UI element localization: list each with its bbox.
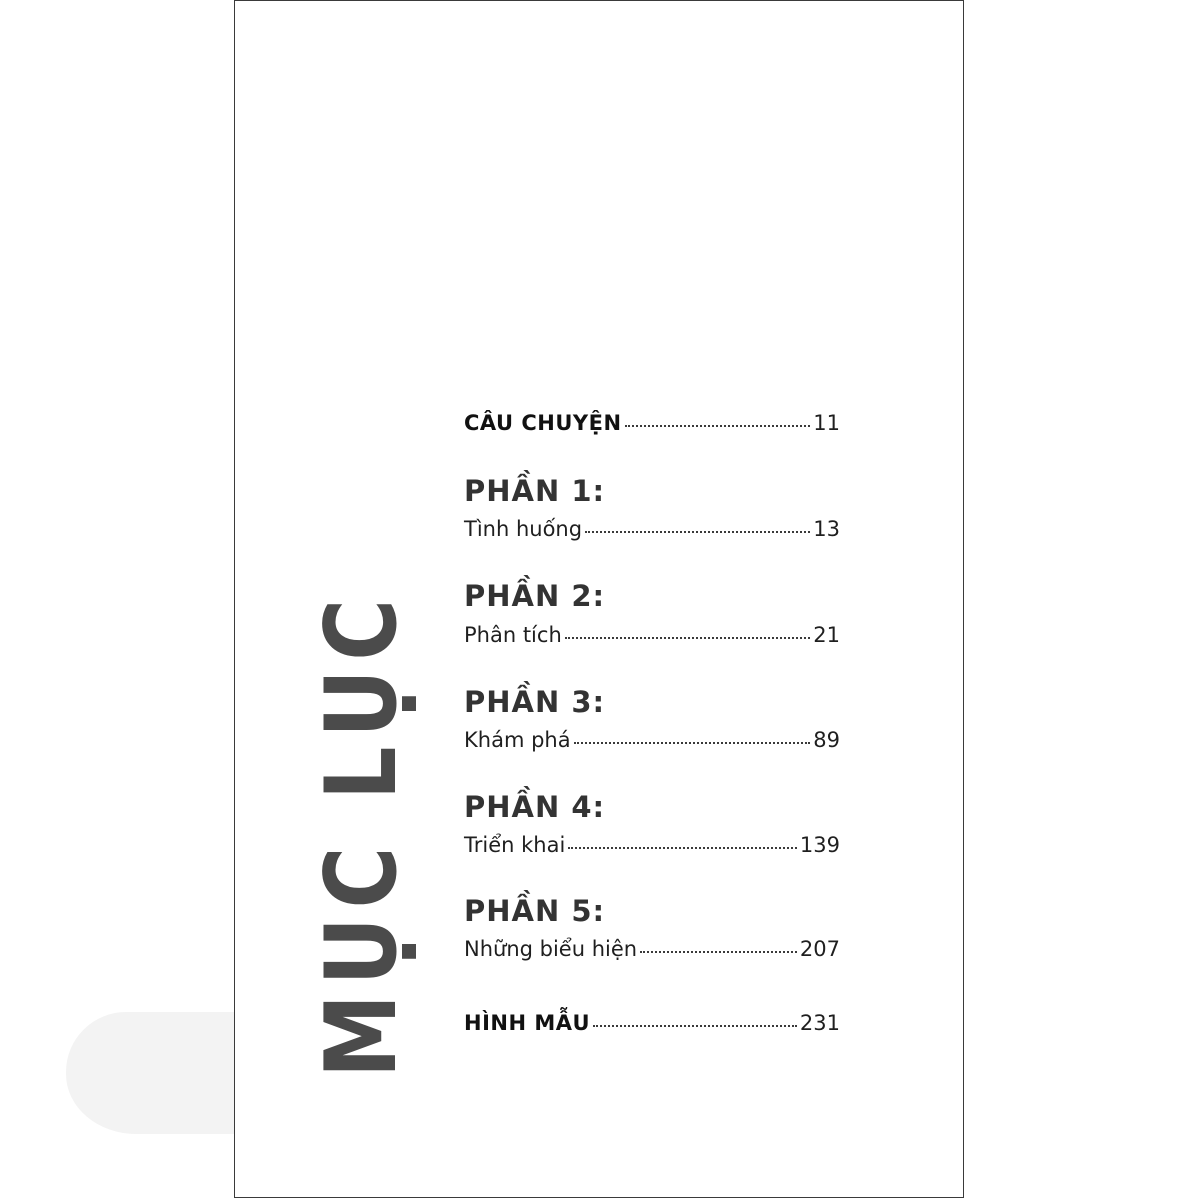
toc-entry-label: Triển khai [464, 833, 566, 857]
toc-page-number: 231 [799, 1011, 840, 1035]
dot-leader [574, 742, 811, 744]
dot-leader [565, 637, 811, 639]
dot-leader [625, 425, 811, 427]
toc-entry-label: Khám phá [464, 728, 571, 752]
toc-entry-label: Những biểu hiện [464, 937, 638, 961]
toc-entry-part-2 [464, 623, 840, 647]
toc-page-number: 21 [813, 623, 840, 647]
toc-entry-part-4 [464, 833, 840, 857]
toc-entry-part-3 [464, 728, 840, 752]
toc-page-number: 11 [813, 411, 840, 435]
dot-leader [585, 531, 810, 533]
page-title-text: MỤC LỤC [305, 590, 419, 1078]
dot-leader [593, 1025, 797, 1027]
toc-entry-outro [464, 1011, 840, 1035]
part-heading-1: PHẦN 1: [464, 474, 606, 508]
part-heading-5: PHẦN 5: [464, 894, 606, 928]
toc-page-number: 13 [813, 517, 840, 541]
page-title [305, 511, 419, 1078]
toc-page-number: 207 [799, 937, 840, 961]
toc-page-number: 89 [813, 728, 840, 752]
toc-entry-label: CÂU CHUYỆN [464, 411, 622, 435]
toc-page-number: 139 [799, 833, 840, 857]
toc-entry-label: HÌNH MẪU [464, 1011, 591, 1035]
toc-entry-label: Phân tích [464, 623, 562, 647]
toc-entry-intro [464, 411, 840, 435]
dot-leader [568, 847, 797, 849]
part-heading-2: PHẦN 2: [464, 579, 606, 613]
part-heading-3: PHẦN 3: [464, 685, 606, 719]
dot-leader [640, 951, 797, 953]
toc-entry-part-1 [464, 517, 840, 541]
toc-entry-label: Tình huống [464, 517, 583, 541]
toc-entry-part-5 [464, 937, 840, 961]
part-heading-4: PHẦN 4: [464, 790, 606, 824]
